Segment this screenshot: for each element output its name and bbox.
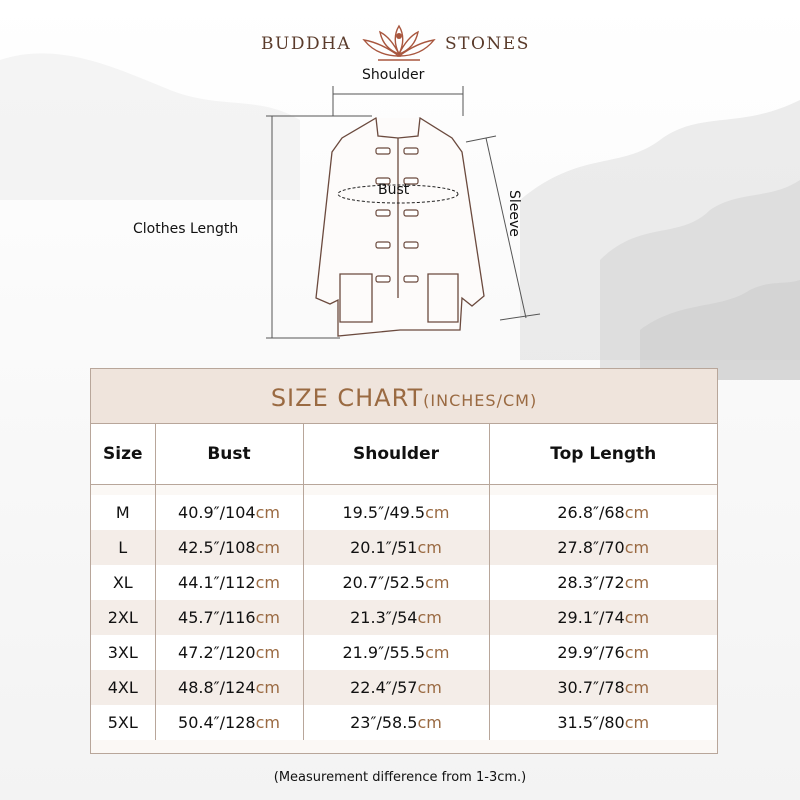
size-chart-title: [91, 369, 717, 424]
size-table: [91, 424, 717, 740]
unit-cm: cm: [255, 713, 280, 732]
shoulder-label: Shoulder: [362, 67, 425, 83]
cell-shoulder: 20.1″/51cm: [303, 530, 489, 565]
unit-cm: cm: [255, 538, 280, 557]
cell-bust: 47.2″/120cm: [155, 635, 303, 670]
cell-length: 31.5″/80cm: [489, 705, 717, 740]
unit-cm: cm: [425, 573, 450, 592]
cell-length: 27.8″/70cm: [489, 530, 717, 565]
unit-cm: cm: [255, 503, 280, 522]
cell-size: 5XL: [91, 705, 155, 740]
unit-cm: cm: [425, 503, 450, 522]
header-shoulder: Shoulder: [303, 424, 489, 485]
table-row: [91, 705, 717, 740]
chart-title-text: SIZE CHART: [270, 384, 424, 412]
unit-cm: cm: [624, 678, 650, 697]
header-bust: Bust: [155, 424, 303, 485]
cell-size: XL: [91, 565, 155, 600]
measurement-note: (Measurement difference from 1-3cm.): [273, 770, 527, 785]
cell-size: 4XL: [91, 670, 155, 705]
chart-unit-text: (INCHES/CM): [423, 391, 538, 410]
cell-shoulder: 21.3″/54cm: [303, 600, 489, 635]
garment-diagram: [0, 60, 800, 360]
cell-shoulder: 19.5″/49.5cm: [303, 495, 489, 530]
unit-cm: cm: [255, 608, 280, 627]
cell-bust: 50.4″/128cm: [155, 705, 303, 740]
unit-cm: cm: [624, 608, 650, 627]
unit-cm: cm: [425, 643, 450, 662]
table-row: [91, 600, 717, 635]
cell-shoulder: 20.7″/52.5cm: [303, 565, 489, 600]
cell-size: 3XL: [91, 635, 155, 670]
cell-length: 29.9″/76cm: [489, 635, 717, 670]
cell-size: 2XL: [91, 600, 155, 635]
cell-bust: 42.5″/108cm: [155, 530, 303, 565]
unit-cm: cm: [417, 678, 442, 697]
table-row: [91, 495, 717, 530]
cell-size: M: [91, 495, 155, 530]
cell-length: 28.3″/72cm: [489, 565, 717, 600]
cell-length: 26.8″/68cm: [489, 495, 717, 530]
cell-shoulder: 21.9″/55.5cm: [303, 635, 489, 670]
unit-cm: cm: [417, 538, 442, 557]
cell-bust: 45.7″/116cm: [155, 600, 303, 635]
cell-bust: 48.8″/124cm: [155, 670, 303, 705]
header-size: Size: [91, 424, 155, 485]
unit-cm: cm: [417, 713, 442, 732]
unit-cm: cm: [624, 643, 650, 662]
cell-shoulder: 23″/58.5cm: [303, 705, 489, 740]
size-chart: [90, 368, 718, 754]
unit-cm: cm: [417, 608, 442, 627]
table-header-row: [91, 424, 717, 485]
sleeve-label: Sleeve: [506, 190, 522, 237]
unit-cm: cm: [624, 573, 650, 592]
table-body: [91, 485, 717, 741]
table-row: [91, 635, 717, 670]
table-row: [91, 530, 717, 565]
table-row: [91, 565, 717, 600]
unit-cm: cm: [624, 713, 650, 732]
cell-bust: 40.9″/104cm: [155, 495, 303, 530]
clothes-length-label: Clothes Length: [133, 221, 239, 237]
unit-cm: cm: [255, 573, 280, 592]
unit-cm: cm: [255, 678, 280, 697]
cell-bust: 44.1″/112cm: [155, 565, 303, 600]
brand-name-right: STONES: [445, 34, 530, 54]
jacket-illustration: [0, 60, 800, 360]
header-top-length: Top Length: [489, 424, 717, 485]
unit-cm: cm: [624, 503, 650, 522]
bust-label: Bust: [378, 182, 410, 198]
unit-cm: cm: [255, 643, 280, 662]
table-row: [91, 670, 717, 705]
brand-name-left: BUDDHA: [261, 34, 352, 54]
cell-length: 29.1″/74cm: [489, 600, 717, 635]
cell-length: 30.7″/78cm: [489, 670, 717, 705]
unit-cm: cm: [624, 538, 650, 557]
cell-size: L: [91, 530, 155, 565]
cell-shoulder: 22.4″/57cm: [303, 670, 489, 705]
